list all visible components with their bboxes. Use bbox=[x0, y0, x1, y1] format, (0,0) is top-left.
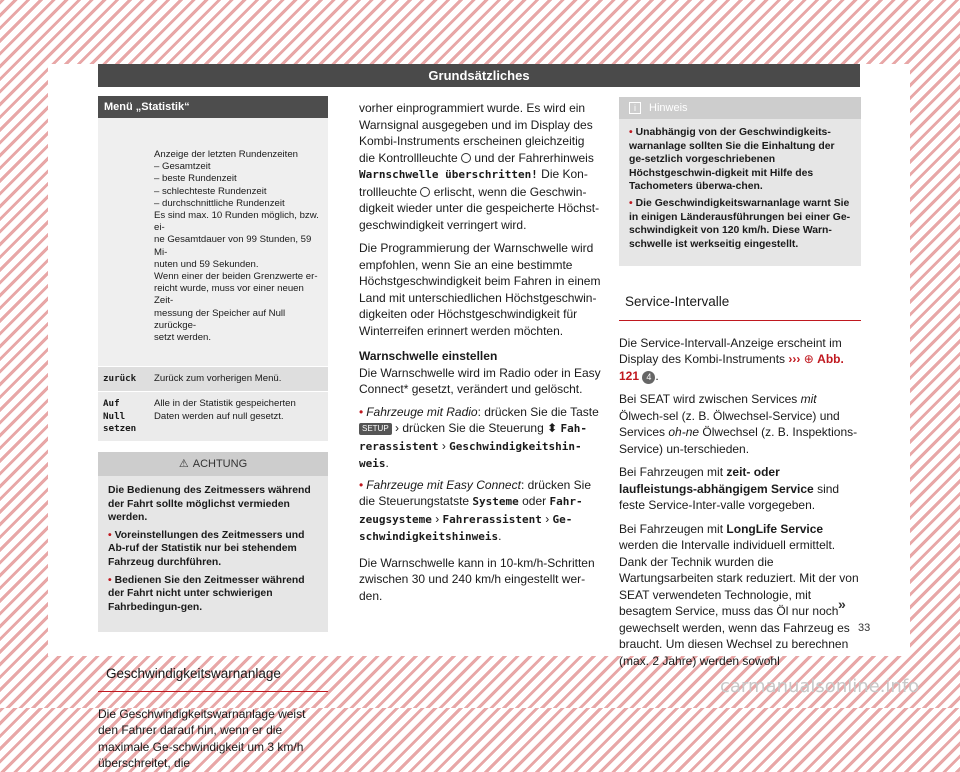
page-header: Grundsätzliches bbox=[98, 64, 860, 87]
subheading: Warnschwelle einstellen bbox=[359, 349, 498, 363]
table-value: Anzeige der letzten Rundenzeiten – Gesamtzeit – beste Rundenzeit – schlechteste Rundenzeit – durchschnittliche Rundenzeit Es sind max. 10 Runden möglich, bzw. ei- ne Gesamtdauer von 99 Stunden, 59 Mi- nuten und 59 Sekunden. Wenn einer der beiden Grenzwerte er- reicht wurde, muss vor einer neuen Zeit- messung der Speicher auf Null zurückge- setzt werden. bbox=[154, 149, 319, 344]
paragraph: Die Warnschwelle kann in 10-km/h-Schritten zwischen 30 und 240 km/h eingestellt wer-den. bbox=[359, 555, 595, 603]
figure-reference-link[interactable]: Abb. 121 bbox=[619, 352, 844, 383]
updown-arrow-icon: ⬍ bbox=[547, 421, 558, 435]
hint-label: Hinweis bbox=[649, 102, 688, 114]
paragraph: Die Warnschwelle wird im Radio oder in Easy Connect* gesetzt, verändert und gelöscht. bbox=[359, 365, 601, 396]
table-value: Zurück zum vorherigen Menü. bbox=[154, 373, 282, 385]
bullet-item: • Fahrzeuge mit Easy Connect: drücken Sie die Steuerungstatste Systeme oder Fahr-zeugsysteme › Fahrerassistent › Ge-schwindigkeitshinweis. bbox=[359, 477, 591, 543]
paragraph: Die Programmierung der Warnschwelle wird empfohlen, wenn Sie an eine bestimmte Höchstgeschwindigkeit beim Fahren in einem Land mit unterschiedlichen Höchstgeschwin-digkeiten oder Höchstgeschwindigkeit für Winterreifen erinnert werden möchten. bbox=[359, 241, 601, 338]
warning-box bbox=[98, 452, 328, 632]
speed-warning-lamp-icon bbox=[461, 153, 471, 163]
paragraph: Bei SEAT wird zwischen Services mit Ölwech-sel (z. B. Ölwechsel-Service) und Services oh-ne Ölwechsel (z. B. Inspektions-Service) un-terschieden. bbox=[619, 392, 858, 456]
warning-triangle-icon: ⚠ bbox=[178, 458, 189, 471]
table-key bbox=[98, 118, 150, 366]
warning-intro: Die Bedienung des Zeitmessers während der Fahrt sollte möglichst vermieden werden. bbox=[108, 485, 311, 524]
setup-key: SETUP bbox=[359, 423, 392, 435]
page-number: 33 bbox=[858, 622, 871, 634]
section-title-speed: Geschwindigkeitswarnanlage bbox=[98, 666, 328, 692]
warning-header bbox=[98, 452, 328, 476]
warning-body bbox=[98, 476, 328, 632]
paragraph: Die Service-Intervall-Anzeige erscheint im Display des Kombi-Instruments ››› ⊕ Abb. 121 4 . bbox=[619, 335, 844, 383]
bullet-icon: • bbox=[359, 477, 364, 492]
warning-item: • Bedienen Sie den Zeitmesser während der Fahrt nicht unter schwierigen Fahrbedingun-gen. bbox=[108, 574, 305, 613]
hint-body bbox=[619, 119, 861, 266]
paragraph: vorher einprogrammiert wurde. Es wird ein Warnsignal ausgegeben und im Display des Kombi-Instruments erscheinen gleichzeitig die Kontrollleuchte und der Fahrerhinweis Warnschwelle überschritten! Die Kon-trollleuchte erlischt, wenn die Geschwin-digkeit wieder unter die gespeicherte Höchst-geschwindigkeit verringert wird. bbox=[359, 101, 600, 232]
continue-marker: » bbox=[838, 596, 846, 612]
callout-number: 4 bbox=[642, 371, 655, 384]
hint-item: • Die Geschwindigkeitswarnanlage warnt Sie in einigen Länderausführungen bei einer Ge-schwindigkeit von 120 km/h. Diese Warn-schwelle ist werkseitig eingestellt. bbox=[629, 197, 851, 250]
bullet-icon: • bbox=[108, 574, 112, 586]
section-title-service: Service-Intervalle bbox=[619, 294, 861, 321]
table-key: Auf Null setzen bbox=[103, 398, 137, 434]
warning-label: ACHTUNG bbox=[192, 458, 248, 471]
bullet-icon: • bbox=[629, 197, 633, 209]
bullet-item: • Fahrzeuge mit Radio: drücken Sie die Taste SETUP › drücken Sie die Steuerung ⬍ Fah-rerassistent › Geschwindigkeitshin-weis. bbox=[359, 404, 599, 470]
table-heading: Menü „Statistik“ bbox=[98, 96, 328, 118]
table-row bbox=[98, 118, 328, 367]
hint-box bbox=[619, 97, 861, 266]
figure-car-icon: ⊕ bbox=[803, 352, 814, 367]
statistik-table bbox=[98, 96, 328, 442]
table-key: zurück bbox=[103, 373, 137, 385]
hint-item: • Unabhängig von der Geschwindigkeits-warnanlage sollten Sie die Einhaltung der ge-setzlich vorgeschriebenen Höchstgeschwin-digkeit mit Hilfe des Tachometers überwa-chen. bbox=[629, 127, 835, 193]
paragraph: Die Geschwindigkeitswarnanlage weist den Fahrer darauf hin, wenn er die maximale Ge-schwindigkeit um 3 km/h überschreitet, die bbox=[98, 706, 306, 771]
bullet-icon: • bbox=[359, 404, 364, 419]
table-value: Alle in der Statistik gespeicherten Daten werden auf null gesetzt. bbox=[154, 398, 296, 422]
paragraph: Bei Fahrzeugen mit LongLife Service werden die Intervalle individuell ermittelt. Dank der Technik wurden die Wartungsarbeiten stark reduziert. Mit der von SEAT verwendeten Technologie, mit besagtem Service, muss das Öl nur noch gewechselt werden, wenn das Fahrzeug es braucht. Um diesen Wechsel zu berechnen (max. 2 Jahre) werden sowohl bbox=[619, 521, 859, 668]
table-row bbox=[98, 392, 328, 442]
ref-arrows: ››› bbox=[788, 352, 801, 367]
bullet-icon: • bbox=[108, 529, 112, 541]
speed-warning-lamp-icon bbox=[420, 187, 430, 197]
paragraph: Bei Fahrzeugen mit zeit- oder laufleistungs-abhängigem Service sind feste Service-Inter-valle vorgegeben. bbox=[619, 465, 840, 513]
column-left bbox=[98, 96, 328, 772]
warning-item: • Voreinstellungen des Zeitmessers und Ab-ruf der Statistik nur bei stehendem Fahrzeug durchführen. bbox=[108, 529, 305, 569]
column-middle bbox=[359, 100, 602, 604]
watermark: carmanualsonline.info bbox=[720, 676, 920, 697]
hint-header bbox=[619, 97, 861, 119]
table-row bbox=[98, 367, 328, 392]
bullet-icon: • bbox=[629, 127, 633, 138]
info-icon: i bbox=[629, 102, 641, 114]
column-right bbox=[619, 97, 861, 669]
